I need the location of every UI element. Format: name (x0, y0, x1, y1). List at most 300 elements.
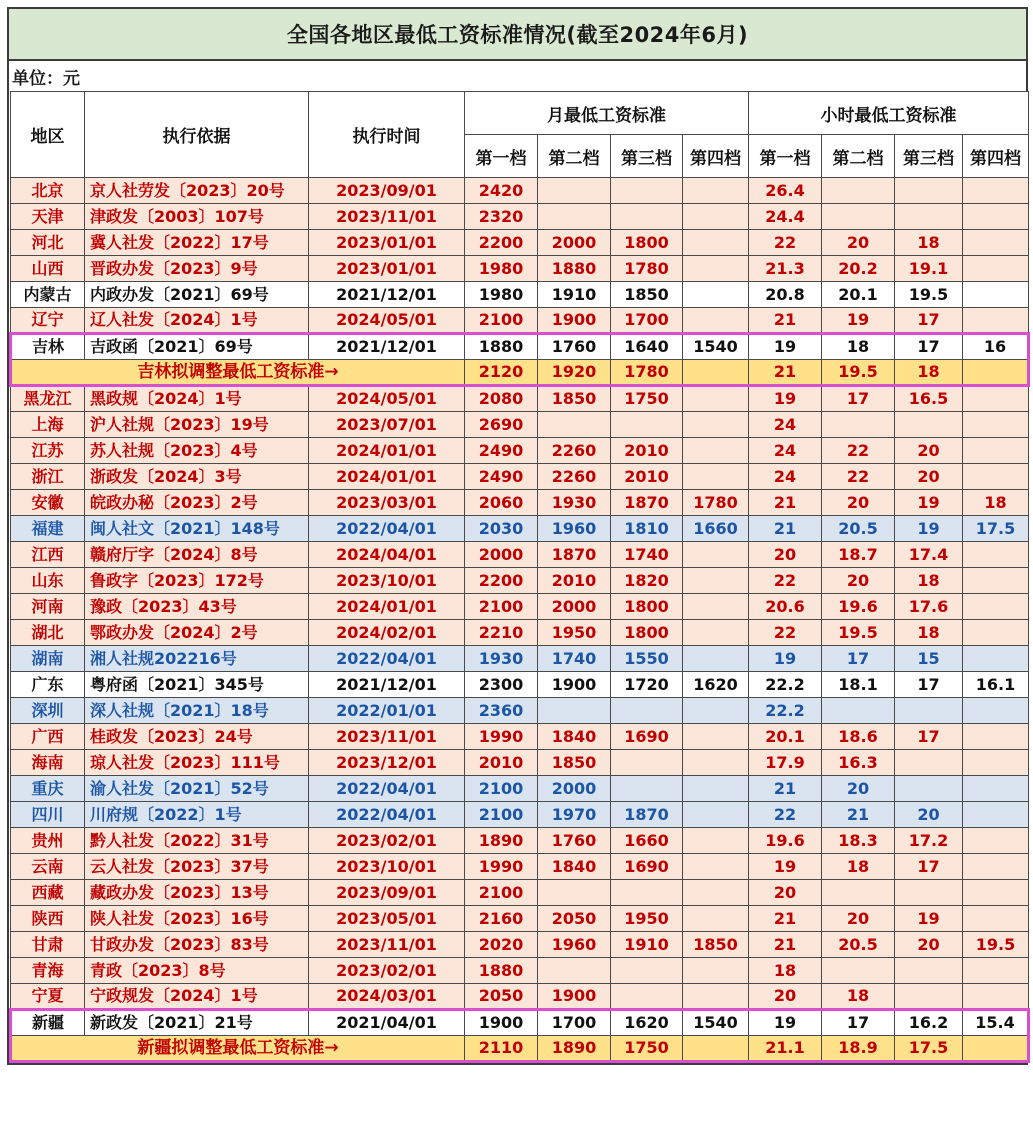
monthly-tier-1-cell: 2100 (465, 308, 538, 334)
monthly-tier-1-cell: 2080 (465, 386, 538, 412)
hourly-tier-4-cell: 15.4 (963, 1010, 1029, 1036)
monthly-tier-1-cell: 2420 (465, 178, 538, 204)
basis-cell: 甘政办发〔2023〕83号 (85, 932, 309, 958)
table-row (11, 880, 1029, 906)
monthly-tier-4-cell (683, 698, 749, 724)
monthly-tier-3-cell: 2010 (611, 438, 683, 464)
table-row (11, 672, 1029, 698)
hourly-tier-3-cell: 20 (895, 438, 963, 464)
basis-cell: 新政发〔2021〕21号 (85, 1010, 309, 1036)
hourly-tier-2-cell: 18.1 (822, 672, 895, 698)
hourly-tier-2-cell: 17 (822, 386, 895, 412)
monthly-tier-2-cell: 2260 (538, 438, 611, 464)
monthly-tier-1-cell: 1880 (465, 334, 538, 360)
monthly-tier-3-cell (611, 178, 683, 204)
hourly-tier-3-cell: 17.2 (895, 828, 963, 854)
basis-cell: 深人社规〔2021〕18号 (85, 698, 309, 724)
monthly-tier-2-cell: 1900 (538, 672, 611, 698)
table-row (11, 906, 1029, 932)
monthly-tier-3-cell: 1810 (611, 516, 683, 542)
monthly-tier-4-cell (683, 906, 749, 932)
date-cell: 2023/02/01 (309, 958, 465, 984)
date-cell: 2023/10/01 (309, 854, 465, 880)
hourly-tier-1-cell: 18 (749, 958, 822, 984)
basis-cell: 辽人社发〔2024〕1号 (85, 308, 309, 334)
hourly-tier-2-cell (822, 204, 895, 230)
monthly-tier-1-cell: 2060 (465, 490, 538, 516)
hourly-tier-3-cell: 17.6 (895, 594, 963, 620)
monthly-tier-2-cell: 1960 (538, 932, 611, 958)
hourly-tier-2-cell: 18.6 (822, 724, 895, 750)
table-header (11, 92, 1029, 178)
date-cell: 2022/04/01 (309, 802, 465, 828)
monthly-tier-3-cell: 1950 (611, 906, 683, 932)
hourly-tier-2-cell: 21 (822, 802, 895, 828)
monthly-tier-3-cell: 1780 (611, 360, 683, 386)
monthly-tier-4-cell (683, 828, 749, 854)
hourly-tier-3-cell: 18 (895, 230, 963, 256)
header-monthly-tier-2: 第二档 (538, 135, 611, 178)
hourly-tier-3-cell (895, 750, 963, 776)
monthly-tier-4-cell: 1850 (683, 932, 749, 958)
monthly-tier-1-cell: 2160 (465, 906, 538, 932)
hourly-tier-3-cell: 19.1 (895, 256, 963, 282)
region-cell: 四川 (11, 802, 85, 828)
region-cell: 云南 (11, 854, 85, 880)
monthly-tier-3-cell (611, 984, 683, 1010)
date-cell: 2023/05/01 (309, 906, 465, 932)
monthly-tier-2-cell: 1930 (538, 490, 611, 516)
monthly-tier-4-cell: 1540 (683, 334, 749, 360)
hourly-tier-2-cell: 18 (822, 984, 895, 1010)
region-cell: 广东 (11, 672, 85, 698)
region-cell: 上海 (11, 412, 85, 438)
monthly-tier-3-cell (611, 776, 683, 802)
monthly-tier-1-cell: 2110 (465, 1036, 538, 1062)
hourly-tier-4-cell: 17.5 (963, 516, 1029, 542)
hourly-tier-4-cell: 16.1 (963, 672, 1029, 698)
monthly-tier-3-cell (611, 204, 683, 230)
region-cell: 湖南 (11, 646, 85, 672)
region-cell: 内蒙古 (11, 282, 85, 308)
table-row (11, 1010, 1029, 1036)
monthly-tier-4-cell (683, 880, 749, 906)
monthly-tier-2-cell: 2000 (538, 776, 611, 802)
date-cell: 2022/04/01 (309, 646, 465, 672)
table-row (11, 958, 1029, 984)
monthly-tier-1-cell: 1930 (465, 646, 538, 672)
region-cell: 山西 (11, 256, 85, 282)
monthly-tier-2-cell: 1870 (538, 542, 611, 568)
monthly-tier-4-cell: 1780 (683, 490, 749, 516)
hourly-tier-1-cell: 20 (749, 542, 822, 568)
monthly-tier-3-cell: 1700 (611, 308, 683, 334)
hourly-tier-2-cell: 18.9 (822, 1036, 895, 1062)
basis-cell: 藏政办发〔2023〕13号 (85, 880, 309, 906)
hourly-tier-2-cell: 20.1 (822, 282, 895, 308)
hourly-tier-4-cell (963, 230, 1029, 256)
monthly-tier-1-cell: 2300 (465, 672, 538, 698)
monthly-tier-3-cell (611, 698, 683, 724)
hourly-tier-1-cell: 21 (749, 776, 822, 802)
hourly-tier-1-cell: 19 (749, 334, 822, 360)
hourly-tier-3-cell: 16.5 (895, 386, 963, 412)
hourly-tier-3-cell (895, 776, 963, 802)
monthly-tier-1-cell: 2020 (465, 932, 538, 958)
table-row (11, 256, 1029, 282)
basis-cell: 粤府函〔2021〕345号 (85, 672, 309, 698)
region-cell: 辽宁 (11, 308, 85, 334)
date-cell: 2024/01/01 (309, 438, 465, 464)
table-row (11, 724, 1029, 750)
hourly-tier-4-cell: 18 (963, 490, 1029, 516)
hourly-tier-3-cell: 20 (895, 802, 963, 828)
header-date: 执行时间 (309, 92, 465, 178)
hourly-tier-2-cell: 19.5 (822, 620, 895, 646)
hourly-tier-4-cell (963, 620, 1029, 646)
date-cell: 2023/12/01 (309, 750, 465, 776)
hourly-tier-1-cell: 22 (749, 568, 822, 594)
hourly-tier-2-cell: 17 (822, 646, 895, 672)
table-row (11, 230, 1029, 256)
monthly-tier-2-cell: 1850 (538, 750, 611, 776)
header-group-row (11, 92, 1029, 135)
date-cell: 2023/01/01 (309, 256, 465, 282)
hourly-tier-2-cell: 19.5 (822, 360, 895, 386)
monthly-tier-3-cell: 1850 (611, 282, 683, 308)
monthly-tier-1-cell: 1890 (465, 828, 538, 854)
monthly-tier-3-cell: 1800 (611, 594, 683, 620)
monthly-tier-1-cell: 2010 (465, 750, 538, 776)
monthly-tier-4-cell (683, 958, 749, 984)
monthly-tier-2-cell: 1760 (538, 828, 611, 854)
monthly-tier-3-cell (611, 958, 683, 984)
hourly-tier-4-cell (963, 256, 1029, 282)
table-row (11, 178, 1029, 204)
hourly-tier-4-cell: 16 (963, 334, 1029, 360)
monthly-tier-3-cell: 1550 (611, 646, 683, 672)
region-cell: 北京 (11, 178, 85, 204)
monthly-tier-4-cell (683, 750, 749, 776)
basis-cell: 吉政函〔2021〕69号 (85, 334, 309, 360)
hourly-tier-3-cell: 15 (895, 646, 963, 672)
monthly-tier-2-cell: 1850 (538, 386, 611, 412)
basis-cell: 陕人社发〔2023〕16号 (85, 906, 309, 932)
region-cell: 天津 (11, 204, 85, 230)
table-body (11, 178, 1029, 1062)
hourly-tier-2-cell: 18.7 (822, 542, 895, 568)
monthly-tier-2-cell: 1970 (538, 802, 611, 828)
monthly-tier-4-cell (683, 412, 749, 438)
basis-cell: 晋政办发〔2023〕9号 (85, 256, 309, 282)
hourly-tier-3-cell: 17 (895, 308, 963, 334)
hourly-tier-3-cell (895, 412, 963, 438)
region-cell: 黑龙江 (11, 386, 85, 412)
monthly-tier-1-cell: 2120 (465, 360, 538, 386)
hourly-tier-4-cell (963, 958, 1029, 984)
hourly-tier-4-cell (963, 542, 1029, 568)
monthly-tier-2-cell: 1950 (538, 620, 611, 646)
hourly-tier-4-cell (963, 828, 1029, 854)
hourly-tier-3-cell (895, 958, 963, 984)
monthly-tier-1-cell: 1980 (465, 282, 538, 308)
monthly-tier-2-cell (538, 698, 611, 724)
date-cell: 2021/12/01 (309, 282, 465, 308)
hourly-tier-4-cell (963, 386, 1029, 412)
region-cell: 江西 (11, 542, 85, 568)
hourly-tier-1-cell: 21.1 (749, 1036, 822, 1062)
basis-cell: 京人社劳发〔2023〕20号 (85, 178, 309, 204)
hourly-tier-2-cell: 18 (822, 334, 895, 360)
monthly-tier-2-cell: 1700 (538, 1010, 611, 1036)
monthly-tier-4-cell (683, 724, 749, 750)
basis-cell: 浙政发〔2024〕3号 (85, 464, 309, 490)
monthly-tier-2-cell: 2000 (538, 230, 611, 256)
hourly-tier-2-cell (822, 880, 895, 906)
hourly-tier-1-cell: 21 (749, 516, 822, 542)
hourly-tier-4-cell (963, 282, 1029, 308)
hourly-tier-3-cell (895, 880, 963, 906)
header-monthly-tier-1: 第一档 (465, 135, 538, 178)
monthly-tier-1-cell: 1980 (465, 256, 538, 282)
basis-cell: 苏人社规〔2023〕4号 (85, 438, 309, 464)
hourly-tier-3-cell: 17.4 (895, 542, 963, 568)
hourly-tier-3-cell: 17 (895, 854, 963, 880)
date-cell: 2023/02/01 (309, 828, 465, 854)
monthly-tier-4-cell (683, 256, 749, 282)
basis-cell: 豫政〔2023〕43号 (85, 594, 309, 620)
hourly-tier-4-cell (963, 1036, 1029, 1062)
table-row (11, 620, 1029, 646)
table-row (11, 490, 1029, 516)
monthly-tier-3-cell: 1870 (611, 802, 683, 828)
monthly-tier-4-cell (683, 568, 749, 594)
basis-cell: 宁政规发〔2024〕1号 (85, 984, 309, 1010)
table-row (11, 204, 1029, 230)
monthly-tier-1-cell: 2100 (465, 776, 538, 802)
hourly-tier-4-cell (963, 906, 1029, 932)
hourly-tier-3-cell: 20 (895, 464, 963, 490)
header-hourly-tier-1: 第一档 (749, 135, 822, 178)
hourly-tier-1-cell: 24 (749, 464, 822, 490)
hourly-tier-3-cell (895, 178, 963, 204)
region-cell: 西藏 (11, 880, 85, 906)
monthly-tier-1-cell: 2000 (465, 542, 538, 568)
hourly-tier-1-cell: 21 (749, 906, 822, 932)
hourly-tier-4-cell (963, 750, 1029, 776)
region-cell: 湖北 (11, 620, 85, 646)
hourly-tier-1-cell: 22 (749, 620, 822, 646)
hourly-tier-1-cell: 21 (749, 360, 822, 386)
hourly-tier-1-cell: 19 (749, 646, 822, 672)
monthly-tier-3-cell: 1750 (611, 1036, 683, 1062)
hourly-tier-2-cell: 20 (822, 230, 895, 256)
hourly-tier-3-cell: 17 (895, 334, 963, 360)
region-cell: 重庆 (11, 776, 85, 802)
hourly-tier-1-cell: 21 (749, 308, 822, 334)
date-cell: 2022/04/01 (309, 776, 465, 802)
monthly-tier-4-cell (683, 776, 749, 802)
basis-cell: 桂政发〔2023〕24号 (85, 724, 309, 750)
monthly-tier-2-cell (538, 412, 611, 438)
hourly-tier-1-cell: 17.9 (749, 750, 822, 776)
basis-cell: 鄂政办发〔2024〕2号 (85, 620, 309, 646)
basis-cell: 湘人社规202216号 (85, 646, 309, 672)
monthly-tier-2-cell (538, 204, 611, 230)
date-cell: 2023/10/01 (309, 568, 465, 594)
monthly-tier-1-cell: 2050 (465, 984, 538, 1010)
monthly-tier-1-cell: 2100 (465, 880, 538, 906)
monthly-tier-2-cell: 1880 (538, 256, 611, 282)
basis-cell: 川府规〔2022〕1号 (85, 802, 309, 828)
region-cell: 青海 (11, 958, 85, 984)
header-hourly-group: 小时最低工资标准 (749, 92, 1029, 135)
table-row (11, 334, 1029, 360)
hourly-tier-1-cell: 21 (749, 932, 822, 958)
hourly-tier-3-cell: 19.5 (895, 282, 963, 308)
date-cell: 2024/05/01 (309, 386, 465, 412)
region-cell: 海南 (11, 750, 85, 776)
table-row (11, 464, 1029, 490)
basis-cell: 黑政规〔2024〕1号 (85, 386, 309, 412)
region-cell: 新疆 (11, 1010, 85, 1036)
monthly-tier-3-cell: 1690 (611, 724, 683, 750)
monthly-tier-4-cell (683, 360, 749, 386)
monthly-tier-3-cell (611, 880, 683, 906)
monthly-tier-2-cell (538, 178, 611, 204)
date-cell: 2023/07/01 (309, 412, 465, 438)
monthly-tier-2-cell: 2260 (538, 464, 611, 490)
hourly-tier-2-cell: 22 (822, 464, 895, 490)
monthly-tier-4-cell (683, 1036, 749, 1062)
hourly-tier-3-cell (895, 984, 963, 1010)
hourly-tier-4-cell (963, 802, 1029, 828)
table-row (11, 412, 1029, 438)
monthly-tier-2-cell (538, 880, 611, 906)
basis-cell: 琼人社发〔2023〕111号 (85, 750, 309, 776)
hourly-tier-4-cell (963, 698, 1029, 724)
monthly-tier-1-cell: 2100 (465, 802, 538, 828)
table-row (11, 854, 1029, 880)
table-row (11, 776, 1029, 802)
date-cell: 2021/12/01 (309, 334, 465, 360)
monthly-tier-3-cell: 1800 (611, 230, 683, 256)
hourly-tier-4-cell: 19.5 (963, 932, 1029, 958)
region-cell: 广西 (11, 724, 85, 750)
table-row (11, 594, 1029, 620)
monthly-tier-3-cell: 1750 (611, 386, 683, 412)
monthly-tier-2-cell: 2050 (538, 906, 611, 932)
monthly-tier-2-cell (538, 958, 611, 984)
monthly-tier-1-cell: 2490 (465, 464, 538, 490)
hourly-tier-2-cell (822, 958, 895, 984)
hourly-tier-2-cell: 20 (822, 906, 895, 932)
monthly-tier-1-cell: 2210 (465, 620, 538, 646)
table-row (11, 750, 1029, 776)
hourly-tier-4-cell (963, 568, 1029, 594)
hourly-tier-2-cell: 20 (822, 776, 895, 802)
table-row (11, 438, 1029, 464)
hourly-tier-4-cell (963, 204, 1029, 230)
monthly-tier-4-cell: 1540 (683, 1010, 749, 1036)
date-cell: 2023/03/01 (309, 490, 465, 516)
monthly-tier-2-cell: 1840 (538, 724, 611, 750)
hourly-tier-2-cell (822, 412, 895, 438)
unit-label: 单位：元 (9, 61, 1026, 91)
hourly-tier-4-cell (963, 438, 1029, 464)
date-cell: 2021/04/01 (309, 1010, 465, 1036)
monthly-tier-4-cell (683, 620, 749, 646)
hourly-tier-4-cell (963, 776, 1029, 802)
hourly-tier-1-cell: 26.4 (749, 178, 822, 204)
monthly-tier-4-cell (683, 542, 749, 568)
basis-cell: 闽人社文〔2021〕148号 (85, 516, 309, 542)
header-basis: 执行依据 (85, 92, 309, 178)
region-cell: 河南 (11, 594, 85, 620)
date-cell: 2023/11/01 (309, 724, 465, 750)
region-cell: 陕西 (11, 906, 85, 932)
monthly-tier-3-cell (611, 412, 683, 438)
table-row (11, 386, 1029, 412)
hourly-tier-3-cell (895, 204, 963, 230)
hourly-tier-4-cell (963, 412, 1029, 438)
monthly-tier-2-cell: 1920 (538, 360, 611, 386)
monthly-tier-1-cell: 1880 (465, 958, 538, 984)
monthly-tier-4-cell (683, 308, 749, 334)
monthly-tier-4-cell (683, 230, 749, 256)
hourly-tier-3-cell: 19 (895, 516, 963, 542)
basis-cell: 青政〔2023〕8号 (85, 958, 309, 984)
hourly-tier-3-cell (895, 698, 963, 724)
table-row (11, 308, 1029, 334)
adjust-row-label: 吉林拟调整最低工资标准→ (11, 360, 465, 386)
region-cell: 福建 (11, 516, 85, 542)
table-row (11, 698, 1029, 724)
table-row (11, 282, 1029, 308)
hourly-tier-1-cell: 22 (749, 802, 822, 828)
hourly-tier-4-cell (963, 594, 1029, 620)
monthly-tier-2-cell: 1760 (538, 334, 611, 360)
date-cell: 2023/11/01 (309, 932, 465, 958)
hourly-tier-2-cell: 20 (822, 490, 895, 516)
region-cell: 河北 (11, 230, 85, 256)
region-cell: 贵州 (11, 828, 85, 854)
monthly-tier-2-cell: 1740 (538, 646, 611, 672)
region-cell: 深圳 (11, 698, 85, 724)
basis-cell: 皖政办秘〔2023〕2号 (85, 490, 309, 516)
table-row (11, 932, 1029, 958)
table-row (11, 802, 1029, 828)
monthly-tier-3-cell: 1720 (611, 672, 683, 698)
hourly-tier-2-cell: 19 (822, 308, 895, 334)
monthly-tier-4-cell (683, 204, 749, 230)
hourly-tier-3-cell: 19 (895, 906, 963, 932)
date-cell: 2021/12/01 (309, 672, 465, 698)
date-cell: 2024/01/01 (309, 594, 465, 620)
hourly-tier-3-cell: 17.5 (895, 1036, 963, 1062)
hourly-tier-1-cell: 24 (749, 412, 822, 438)
page-title: 全国各地区最低工资标准情况(截至2024年6月) (9, 9, 1026, 61)
monthly-tier-2-cell: 1890 (538, 1036, 611, 1062)
monthly-tier-2-cell: 2000 (538, 594, 611, 620)
monthly-tier-1-cell: 2030 (465, 516, 538, 542)
hourly-tier-4-cell (963, 178, 1029, 204)
header-hourly-tier-2: 第二档 (822, 135, 895, 178)
monthly-tier-1-cell: 1990 (465, 854, 538, 880)
date-cell: 2024/05/01 (309, 308, 465, 334)
wage-table-sheet (7, 7, 1028, 1065)
adjust-row (11, 360, 1029, 386)
